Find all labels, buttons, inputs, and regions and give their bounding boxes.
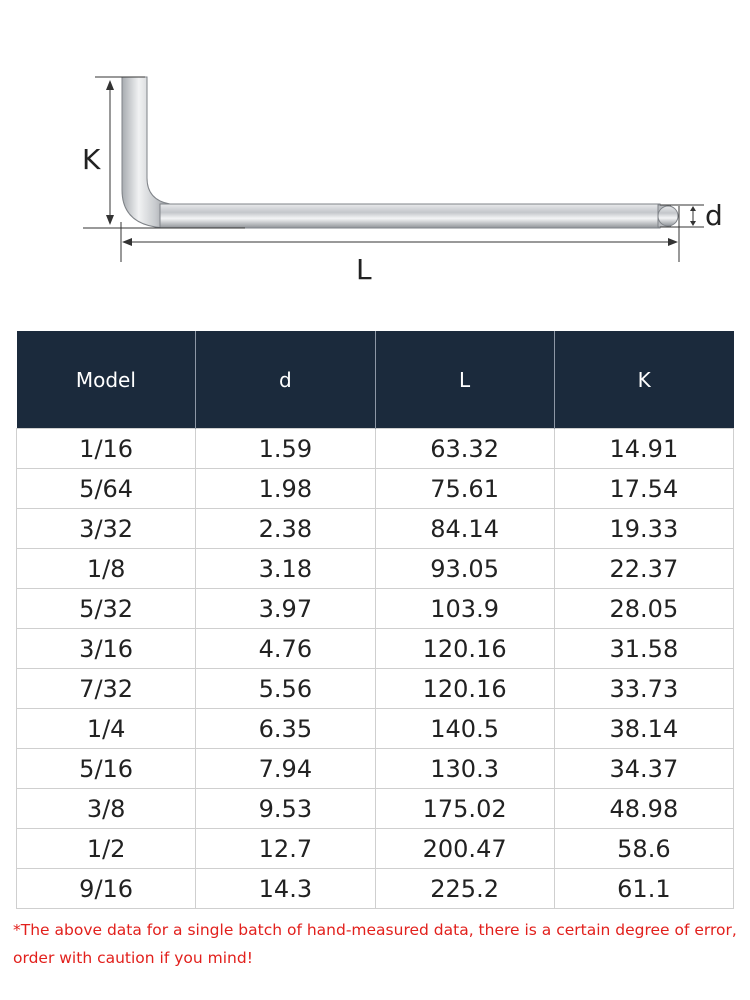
cell-d: 3.97 <box>196 589 375 629</box>
cell-l: 63.32 <box>375 429 554 469</box>
hex-key-long-arm <box>160 204 660 228</box>
cell-k: 28.05 <box>554 589 733 629</box>
cell-l: 140.5 <box>375 709 554 749</box>
cell-k: 34.37 <box>554 749 733 789</box>
cell-l: 84.14 <box>375 509 554 549</box>
cell-model: 3/32 <box>17 509 196 549</box>
hex-key-drawing <box>0 0 750 320</box>
cell-k: 31.58 <box>554 629 733 669</box>
table-row <box>17 749 734 789</box>
table-row <box>17 829 734 869</box>
header-l: L <box>375 331 554 429</box>
cell-l: 200.47 <box>375 829 554 869</box>
cell-l: 120.16 <box>375 629 554 669</box>
cell-model: 9/16 <box>17 869 196 909</box>
cell-d: 14.3 <box>196 869 375 909</box>
cell-l: 225.2 <box>375 869 554 909</box>
table-row <box>17 509 734 549</box>
cell-model: 1/8 <box>17 549 196 589</box>
cell-d: 5.56 <box>196 669 375 709</box>
cell-l: 75.61 <box>375 469 554 509</box>
disclaimer-note: *The above data for a single batch of hand-measured data, there is a certain degree of error, order with caution if you mind! <box>13 921 737 967</box>
cell-k: 19.33 <box>554 509 733 549</box>
table-row <box>17 869 734 909</box>
cell-model: 5/16 <box>17 749 196 789</box>
cell-d: 4.76 <box>196 629 375 669</box>
cell-k: 14.91 <box>554 429 733 469</box>
cell-k: 17.54 <box>554 469 733 509</box>
cell-model: 5/64 <box>17 469 196 509</box>
cell-l: 120.16 <box>375 669 554 709</box>
cell-k: 33.73 <box>554 669 733 709</box>
cell-k: 48.98 <box>554 789 733 829</box>
cell-model: 7/32 <box>17 669 196 709</box>
header-model: Model <box>17 331 196 429</box>
table-row <box>17 429 734 469</box>
header-k: K <box>554 331 733 429</box>
table-row <box>17 469 734 509</box>
cell-l: 175.02 <box>375 789 554 829</box>
cell-l: 93.05 <box>375 549 554 589</box>
cell-l: 130.3 <box>375 749 554 789</box>
cell-model: 5/32 <box>17 589 196 629</box>
table-row <box>17 709 734 749</box>
cell-d: 1.98 <box>196 469 375 509</box>
table-header-row <box>17 331 734 429</box>
cell-l: 103.9 <box>375 589 554 629</box>
cell-k: 22.37 <box>554 549 733 589</box>
cell-model: 3/16 <box>17 629 196 669</box>
d-label: d <box>705 199 723 232</box>
cell-k: 61.1 <box>554 869 733 909</box>
table-row <box>17 789 734 829</box>
table-row <box>17 549 734 589</box>
hex-key-diagram <box>0 0 750 320</box>
table-row <box>17 629 734 669</box>
cell-model: 3/8 <box>17 789 196 829</box>
cell-model: 1/16 <box>17 429 196 469</box>
cell-d: 7.94 <box>196 749 375 789</box>
spec-table <box>16 331 734 909</box>
cell-d: 6.35 <box>196 709 375 749</box>
header-d: d <box>196 331 375 429</box>
cell-k: 38.14 <box>554 709 733 749</box>
table-row <box>17 669 734 709</box>
cell-k: 58.6 <box>554 829 733 869</box>
cell-d: 12.7 <box>196 829 375 869</box>
cell-d: 1.59 <box>196 429 375 469</box>
k-label: K <box>82 143 101 176</box>
cell-d: 3.18 <box>196 549 375 589</box>
cell-d: 9.53 <box>196 789 375 829</box>
l-label: L <box>356 253 372 286</box>
table-row <box>17 589 734 629</box>
cell-model: 1/4 <box>17 709 196 749</box>
cell-model: 1/2 <box>17 829 196 869</box>
table-body <box>17 429 734 909</box>
cell-d: 2.38 <box>196 509 375 549</box>
